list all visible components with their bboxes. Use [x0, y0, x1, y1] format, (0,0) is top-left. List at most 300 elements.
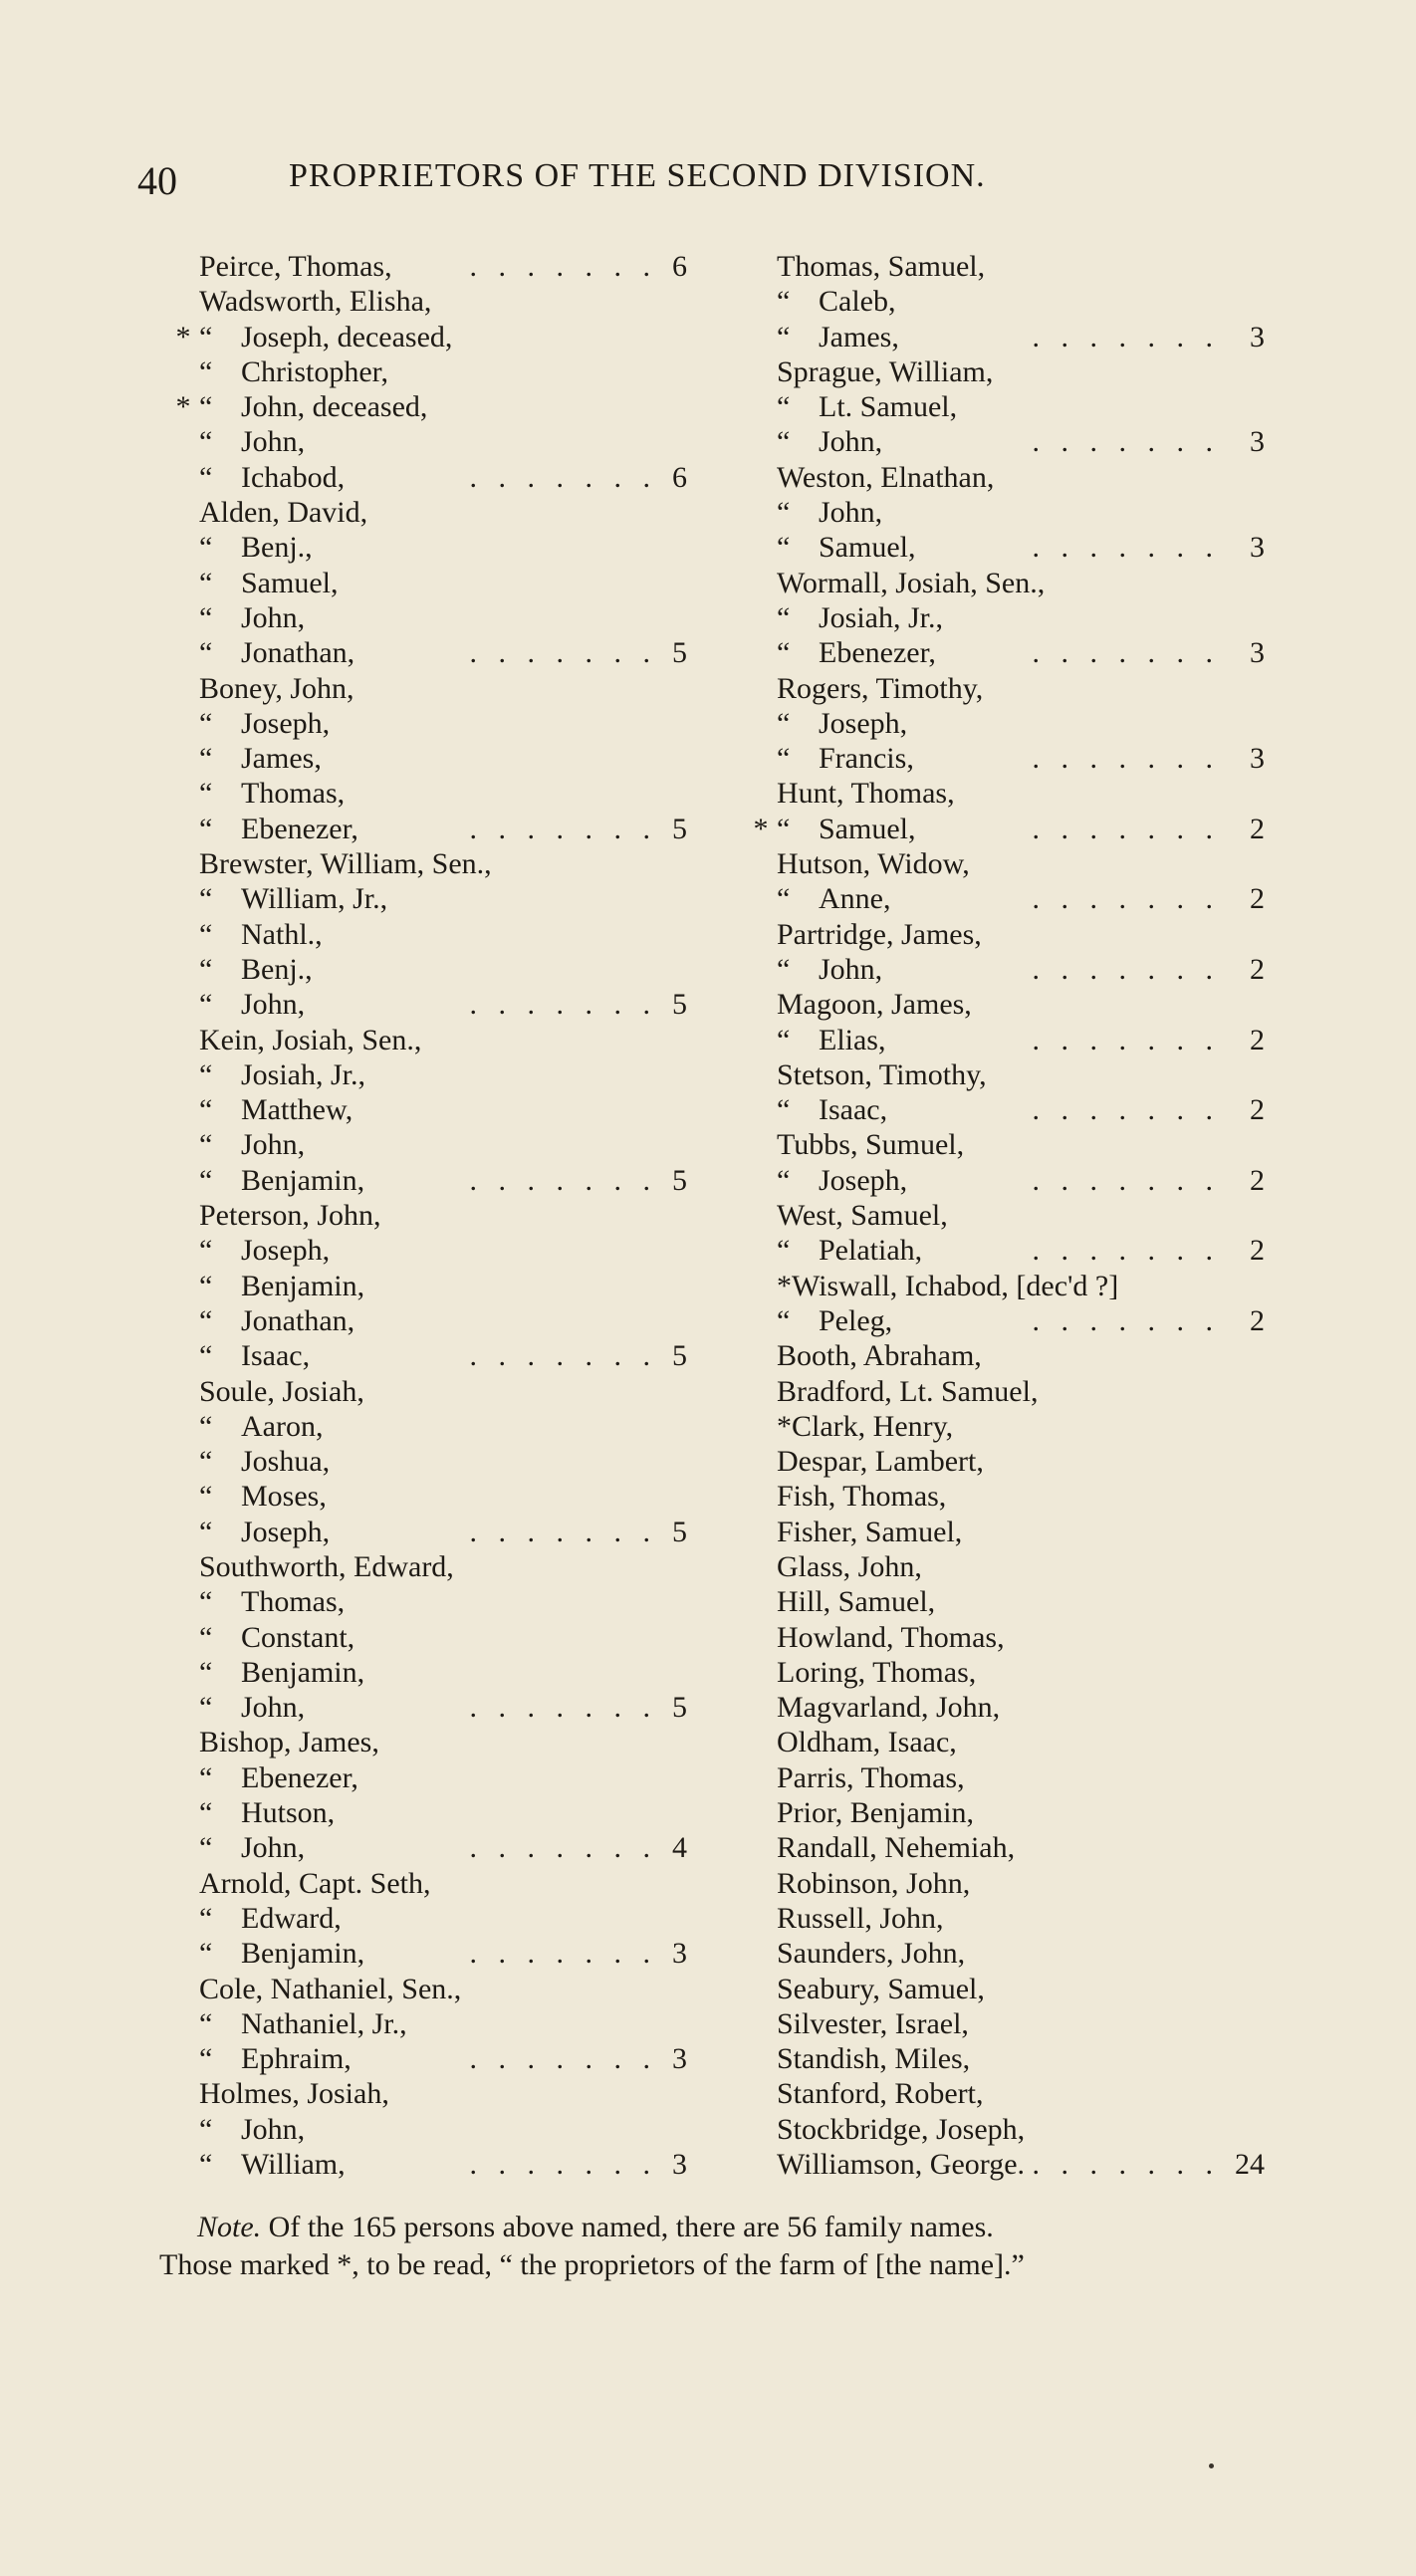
- entry-row: [777, 1338, 1250, 1373]
- given-name: Matthew,: [241, 1093, 354, 1127]
- entry-row: [199, 2006, 687, 2041]
- given-name: James,: [819, 320, 899, 353]
- ditto-mark: “: [199, 1620, 213, 1654]
- dot-leader: . . . . . . .: [1032, 742, 1220, 776]
- share-count: 2: [1250, 1093, 1265, 1127]
- surname-entry: Hutson, Widow,: [777, 847, 970, 881]
- dot-leader: . . . . . . .: [1032, 320, 1220, 353]
- entry-row: [199, 249, 687, 284]
- surname-entry: Kein, Josiah, Sen.,: [199, 1023, 422, 1056]
- given-name: John,: [241, 2112, 306, 2146]
- entry-row: [777, 1866, 1250, 1901]
- surname-entry: Peterson, John,: [199, 1199, 381, 1233]
- entry-row: [777, 1655, 1250, 1690]
- dot-leader: . . . . . . .: [1032, 812, 1220, 845]
- entry-row: [777, 1972, 1250, 2006]
- share-count: 5: [672, 812, 687, 845]
- surname-entry: Stockbridge, Joseph,: [777, 2112, 1026, 2146]
- entry-row: [199, 706, 687, 741]
- entry-row: [199, 1233, 687, 1268]
- entry-row: [777, 1620, 1250, 1655]
- given-name: Peleg,: [819, 1303, 893, 1337]
- dot-leader: . . . . . . .: [1032, 1163, 1220, 1197]
- entry-row: [199, 917, 687, 952]
- ditto-mark: “: [199, 952, 213, 986]
- entry-row: [199, 1269, 687, 1303]
- entry-row: [777, 1760, 1250, 1795]
- surname-entry: Holmes, Josiah,: [199, 2077, 389, 2111]
- entry-row: [199, 284, 687, 319]
- entry-row: [777, 987, 1250, 1022]
- asterisk-mark: *: [753, 812, 769, 845]
- ditto-mark: “: [199, 2112, 213, 2146]
- entry-row: [777, 2041, 1250, 2076]
- entry-row: [777, 1163, 1265, 1198]
- given-name: John,: [819, 496, 883, 530]
- surname-entry: Hill, Samuel,: [777, 1585, 936, 1619]
- footnote-line-2: Those marked *, to be read, “ the proprietors of the farm of [the name].”: [159, 2248, 1025, 2281]
- entry-row: [777, 460, 1250, 495]
- surname-entry: Wadsworth, Elisha,: [199, 285, 432, 319]
- asterisk-mark: *: [175, 320, 191, 353]
- given-name: William, Jr.,: [241, 882, 388, 916]
- given-name: Josiah, Jr.,: [241, 1057, 366, 1091]
- surname-entry: Oldham, Isaac,: [777, 1726, 957, 1759]
- surname-entry: Boney, John,: [199, 671, 354, 705]
- entry-row: [199, 600, 687, 635]
- entry-row: [777, 354, 1250, 389]
- entry-row: [199, 1479, 687, 1514]
- entry-row: [777, 1092, 1265, 1127]
- surname-entry: Peirce, Thomas,: [199, 250, 392, 283]
- share-count: 24: [1235, 2148, 1265, 2182]
- footnote: [159, 2209, 1295, 2284]
- given-name: Ebenezer,: [241, 1760, 358, 1794]
- share-count: 2: [1250, 812, 1265, 845]
- share-count: 6: [672, 250, 687, 283]
- ditto-mark: “: [199, 988, 213, 1022]
- surname-entry: Williamson, George.: [777, 2148, 1026, 2182]
- given-name: Caleb,: [819, 285, 896, 319]
- dot-leader: . . . . . . .: [469, 460, 657, 494]
- given-name: John,: [241, 1831, 306, 1865]
- given-name: Joseph,: [819, 706, 908, 740]
- given-name: Samuel,: [819, 531, 916, 565]
- surname-entry: Standish, Miles,: [777, 2042, 971, 2076]
- entry-row: [777, 2147, 1265, 2182]
- ditto-mark: “: [777, 1023, 791, 1056]
- entry-row: [199, 881, 687, 916]
- ditto-mark: “: [199, 2042, 213, 2076]
- given-name: Joseph,: [241, 1234, 331, 1268]
- given-name: William,: [241, 2148, 346, 2182]
- ditto-mark: “: [777, 1093, 791, 1127]
- entry-row: [199, 1338, 687, 1373]
- dot-leader: . . . . . . .: [469, 2148, 657, 2182]
- surname-entry: Arnold, Capt. Seth,: [199, 1866, 431, 1900]
- share-count: 3: [1250, 531, 1265, 565]
- ditto-mark: “: [199, 1303, 213, 1337]
- ditto-mark: “: [199, 566, 213, 599]
- entry-row: [777, 1303, 1265, 1338]
- entry-row: [777, 424, 1265, 459]
- ditto-mark: “: [777, 882, 791, 916]
- ditto-mark: “: [199, 1128, 213, 1162]
- surname-entry: Despar, Lambert,: [777, 1445, 984, 1479]
- dot-leader: . . . . . . .: [469, 1691, 657, 1725]
- entry-row: [199, 1444, 687, 1479]
- right-column: [753, 249, 1265, 2182]
- dot-leader: . . . . . . .: [1032, 1093, 1220, 1127]
- share-count: 3: [1250, 742, 1265, 776]
- surname-entry: Bishop, James,: [199, 1726, 379, 1759]
- running-title: PROPRIETORS OF THE SECOND DIVISION.: [289, 157, 986, 194]
- share-count: 5: [672, 988, 687, 1022]
- ditto-mark: “: [199, 600, 213, 634]
- surname-entry: Russell, John,: [777, 1901, 944, 1935]
- ditto-mark: “: [199, 390, 213, 424]
- ditto-mark: “: [777, 742, 791, 776]
- share-count: 3: [672, 1937, 687, 1971]
- entry-row: [777, 846, 1250, 881]
- given-name: Jonathan,: [241, 1303, 355, 1337]
- ink-speck: [1209, 2463, 1214, 2468]
- entry-row: [199, 1163, 687, 1198]
- ditto-mark: “: [777, 600, 791, 634]
- share-count: 5: [672, 1515, 687, 1548]
- ditto-mark: “: [199, 320, 213, 353]
- surname-entry: Loring, Thomas,: [777, 1655, 977, 1689]
- note-label: Note.: [197, 2211, 262, 2243]
- given-name: Lt. Samuel,: [819, 390, 958, 424]
- ditto-mark: “: [199, 1093, 213, 1127]
- ditto-mark: “: [199, 777, 213, 811]
- entry-row: [777, 1725, 1250, 1759]
- entry-row: [777, 600, 1250, 635]
- entry-row: [777, 566, 1250, 600]
- dot-leader: . . . . . . .: [1032, 952, 1220, 986]
- entry-row: [777, 1023, 1265, 1057]
- share-count: 2: [1250, 1234, 1265, 1268]
- ditto-mark: “: [199, 2148, 213, 2182]
- ditto-mark: “: [777, 496, 791, 530]
- given-name: John,: [819, 425, 883, 459]
- entry-row: [199, 812, 687, 846]
- entry-row: [199, 1655, 687, 1690]
- share-count: 3: [672, 2148, 687, 2182]
- entry-row: [199, 2112, 687, 2147]
- entry-row: [753, 812, 1265, 846]
- dot-leader: . . . . . . .: [1032, 1023, 1220, 1056]
- entry-row: [777, 635, 1265, 670]
- entry-row: [199, 1127, 687, 1162]
- given-name: John,: [241, 1128, 306, 1162]
- surname-entry: Sprague, William,: [777, 354, 994, 388]
- entry-row: [199, 1901, 687, 1936]
- entry-row: [777, 1936, 1250, 1971]
- dot-leader: . . . . . . .: [469, 250, 657, 283]
- entry-row: [199, 1057, 687, 1092]
- share-count: 3: [1250, 320, 1265, 353]
- given-name: Ebenezer,: [819, 636, 936, 670]
- given-name: Joseph, deceased,: [241, 320, 453, 353]
- entry-row: [777, 2006, 1250, 2041]
- share-count: 3: [672, 2042, 687, 2076]
- given-name: Anne,: [819, 882, 891, 916]
- asterisk-mark: *: [175, 390, 191, 424]
- note-text-1: Of the 165 persons above named, there are 56 family names.: [268, 2211, 994, 2243]
- dot-leader: . . . . . . .: [469, 2042, 657, 2076]
- given-name: Nathaniel, Jr.,: [241, 2006, 407, 2040]
- entry-row: [777, 1269, 1250, 1303]
- entry-row: [199, 1620, 687, 1655]
- share-count: 3: [1250, 636, 1265, 670]
- share-count: 2: [1250, 882, 1265, 916]
- given-name: Joshua,: [241, 1445, 331, 1479]
- given-name: Ephraim,: [241, 2042, 352, 2076]
- surname-entry: Magvarland, John,: [777, 1691, 1001, 1725]
- ditto-mark: “: [777, 1234, 791, 1268]
- ditto-mark: “: [199, 1655, 213, 1689]
- surname-entry: Rogers, Timothy,: [777, 671, 984, 705]
- ditto-mark: “: [199, 425, 213, 459]
- entry-row: [777, 2076, 1250, 2111]
- ditto-mark: “: [199, 882, 213, 916]
- surname-entry: Partridge, James,: [777, 917, 982, 951]
- surname-entry: Fish, Thomas,: [777, 1480, 947, 1514]
- ditto-mark: “: [199, 1409, 213, 1443]
- given-name: Thomas,: [241, 1585, 346, 1619]
- given-name: Benjamin,: [241, 1269, 365, 1302]
- given-name: Benjamin,: [241, 1655, 365, 1689]
- ditto-mark: “: [199, 742, 213, 776]
- dot-leader: . . . . . . .: [1032, 1234, 1220, 1268]
- surname-entry: Randall, Nehemiah,: [777, 1831, 1016, 1865]
- surname-entry: Southworth, Edward,: [199, 1549, 454, 1583]
- page-header: [137, 157, 1133, 217]
- given-name: Ichabod,: [241, 460, 346, 494]
- surname-entry: West, Samuel,: [777, 1199, 948, 1233]
- entry-row: [777, 1830, 1250, 1865]
- ditto-mark: “: [199, 1796, 213, 1830]
- surname-entry: Alden, David,: [199, 496, 368, 530]
- entry-row: [199, 987, 687, 1022]
- ditto-mark: “: [199, 1937, 213, 1971]
- surname-entry: Cole, Nathaniel, Sen.,: [199, 1972, 462, 2005]
- entry-row: [199, 1023, 687, 1057]
- given-name: Pelatiah,: [819, 1234, 923, 1268]
- given-name: Jonathan,: [241, 636, 355, 670]
- left-column: [175, 249, 687, 2182]
- share-count: 5: [672, 1163, 687, 1197]
- ditto-mark: “: [199, 1269, 213, 1302]
- entry-row: [199, 1549, 687, 1584]
- ditto-mark: “: [199, 1480, 213, 1514]
- ditto-mark: “: [777, 1163, 791, 1197]
- dot-leader: . . . . . . .: [1032, 531, 1220, 565]
- given-name: Samuel,: [819, 812, 916, 845]
- given-name: Samuel,: [241, 566, 339, 599]
- dot-leader: . . . . . . .: [469, 1831, 657, 1865]
- ditto-mark: “: [199, 460, 213, 494]
- dot-leader: . . . . . . .: [469, 1515, 657, 1548]
- entry-row: [777, 530, 1265, 565]
- surname-entry: Thomas, Samuel,: [777, 250, 986, 283]
- given-name: John,: [241, 1691, 306, 1725]
- ditto-mark: “: [199, 706, 213, 740]
- given-name: John,: [241, 600, 306, 634]
- entry-row: [777, 2112, 1250, 2147]
- entry-row: [199, 1795, 687, 1830]
- entry-row: [777, 249, 1250, 284]
- surname-entry: *Wiswall, Ichabod, [dec'd ?]: [777, 1269, 1119, 1302]
- entry-row: [199, 671, 687, 706]
- entry-row: [199, 1866, 687, 1901]
- share-count: 2: [1250, 952, 1265, 986]
- given-name: Ebenezer,: [241, 812, 358, 845]
- given-name: Benj.,: [241, 531, 313, 565]
- dot-leader: . . . . . . .: [469, 1937, 657, 1971]
- given-name: Moses,: [241, 1480, 327, 1514]
- ditto-mark: “: [777, 320, 791, 353]
- entry-row: [199, 1725, 687, 1759]
- ditto-mark: “: [199, 1691, 213, 1725]
- ditto-mark: “: [199, 1445, 213, 1479]
- surname-entry: Stanford, Robert,: [777, 2077, 984, 2111]
- dot-leader: . . . . . . .: [1032, 636, 1220, 670]
- ditto-mark: “: [199, 1585, 213, 1619]
- entry-row: [777, 1584, 1250, 1619]
- given-name: John,: [819, 952, 883, 986]
- ditto-mark: “: [199, 1339, 213, 1373]
- entry-row: [777, 1795, 1250, 1830]
- dot-leader: . . . . . . .: [1032, 1303, 1220, 1337]
- ditto-mark: “: [199, 354, 213, 388]
- surname-entry: Booth, Abraham,: [777, 1339, 982, 1373]
- given-name: John, deceased,: [241, 390, 428, 424]
- ditto-mark: “: [777, 812, 791, 845]
- given-name: Josiah, Jr.,: [819, 600, 944, 634]
- given-name: Benjamin,: [241, 1163, 365, 1197]
- ditto-mark: “: [777, 531, 791, 565]
- entry-row: [199, 460, 687, 495]
- dot-leader: . . . . . . .: [1032, 882, 1220, 916]
- entry-row: [777, 881, 1265, 916]
- entry-row: [199, 1690, 687, 1725]
- dot-leader: . . . . . . .: [469, 1163, 657, 1197]
- ditto-mark: “: [777, 636, 791, 670]
- ditto-mark: “: [199, 531, 213, 565]
- ditto-mark: “: [777, 706, 791, 740]
- entry-row: [777, 320, 1265, 354]
- given-name: Joseph,: [819, 1163, 908, 1197]
- footnote-line-1: [159, 2209, 1295, 2246]
- ditto-mark: “: [777, 425, 791, 459]
- dot-leader: . . . . . . .: [469, 988, 657, 1022]
- entry-row: [199, 530, 687, 565]
- entry-row: [777, 1444, 1250, 1479]
- share-count: 5: [672, 1339, 687, 1373]
- given-name: Elias,: [819, 1023, 886, 1056]
- entry-row: [777, 1409, 1250, 1444]
- entry-row: [777, 1057, 1250, 1092]
- surname-entry: Howland, Thomas,: [777, 1620, 1005, 1654]
- entry-row: [777, 1233, 1265, 1268]
- surname-entry: Brewster, William, Sen.,: [199, 847, 492, 881]
- given-name: Christopher,: [241, 354, 388, 388]
- ditto-mark: “: [777, 390, 791, 424]
- entry-row: [777, 1515, 1250, 1549]
- ditto-mark: “: [199, 1234, 213, 1268]
- entry-row: [199, 1303, 687, 1338]
- surname-entry: Tubbs, Sumuel,: [777, 1128, 965, 1162]
- entry-row: [777, 671, 1250, 706]
- ditto-mark: “: [199, 1901, 213, 1935]
- entry-row: [199, 495, 687, 530]
- entry-row: [199, 1198, 687, 1233]
- entry-row: [777, 1549, 1250, 1584]
- given-name: Hutson,: [241, 1796, 336, 1830]
- given-name: Benj.,: [241, 952, 313, 986]
- given-name: Isaac,: [819, 1093, 888, 1127]
- ditto-mark: “: [199, 917, 213, 951]
- entry-row: [777, 1374, 1250, 1409]
- dot-leader: . . . . . . .: [1032, 2148, 1220, 2182]
- page-number: 40: [137, 158, 177, 203]
- dot-leader: . . . . . . .: [469, 636, 657, 670]
- entry-row: [199, 424, 687, 459]
- surname-entry: Bradford, Lt. Samuel,: [777, 1374, 1039, 1408]
- entry-row: [777, 741, 1265, 776]
- entry-row: [199, 776, 687, 811]
- given-name: Joseph,: [241, 706, 331, 740]
- entry-row: [777, 917, 1250, 952]
- entry-row: [777, 1198, 1250, 1233]
- share-count: 6: [672, 460, 687, 494]
- entry-row: [175, 389, 687, 424]
- ditto-mark: “: [199, 1163, 213, 1197]
- surname-entry: Silvester, Israel,: [777, 2006, 969, 2040]
- ditto-mark: “: [199, 636, 213, 670]
- ditto-mark: “: [199, 1760, 213, 1794]
- share-count: 2: [1250, 1163, 1265, 1197]
- ditto-mark: “: [777, 952, 791, 986]
- entry-row: [777, 1127, 1250, 1162]
- given-name: Isaac,: [241, 1339, 311, 1373]
- surname-entry: *Clark, Henry,: [777, 1409, 954, 1443]
- share-count: 3: [1250, 425, 1265, 459]
- share-count: 5: [672, 1691, 687, 1725]
- given-name: Francis,: [819, 742, 914, 776]
- entry-row: [199, 1830, 687, 1865]
- entry-row: [777, 495, 1250, 530]
- ditto-mark: “: [199, 812, 213, 845]
- given-name: Joseph,: [241, 1515, 331, 1548]
- share-count: 2: [1250, 1023, 1265, 1056]
- given-name: Benjamin,: [241, 1937, 365, 1971]
- surname-entry: Fisher, Samuel,: [777, 1515, 963, 1548]
- entry-row: [199, 635, 687, 670]
- given-name: Nathl.,: [241, 917, 323, 951]
- surname-entry: Glass, John,: [777, 1549, 922, 1583]
- surname-entry: Stetson, Timothy,: [777, 1057, 987, 1091]
- given-name: Aaron,: [241, 1409, 324, 1443]
- entry-row: [199, 2147, 687, 2182]
- given-name: Edward,: [241, 1901, 342, 1935]
- entry-row: [199, 1409, 687, 1444]
- surname-entry: Saunders, John,: [777, 1937, 966, 1971]
- dot-leader: . . . . . . .: [469, 1339, 657, 1373]
